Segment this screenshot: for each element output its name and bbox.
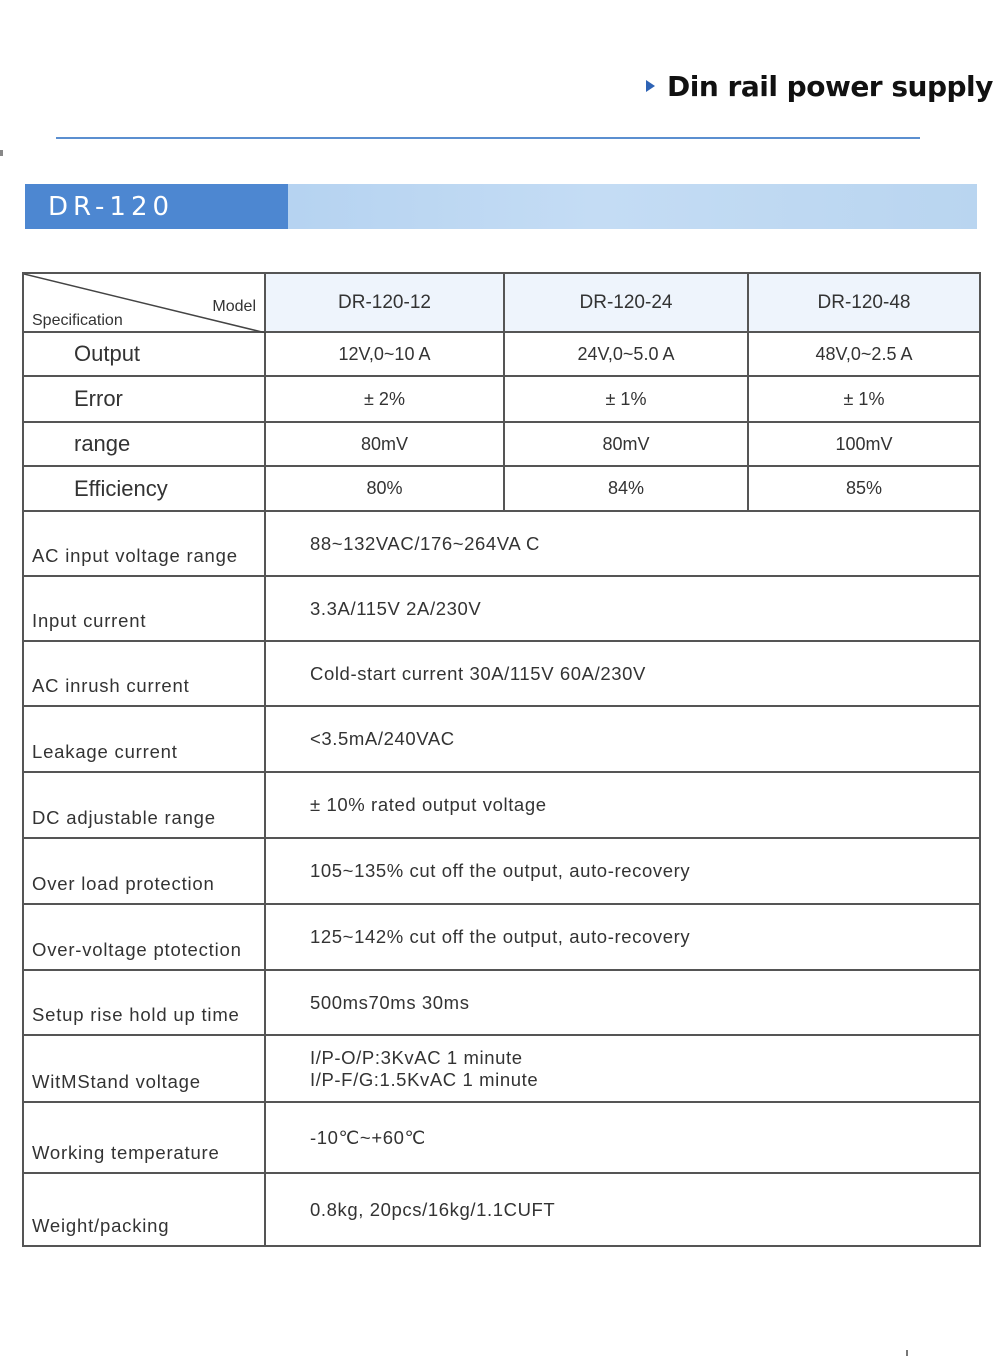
table-row: [23, 1102, 980, 1173]
row-label: AC inrush current: [23, 641, 265, 706]
edge-mark: [0, 150, 3, 156]
model-header: DR-120-24: [504, 273, 748, 332]
model-header: DR-120-48: [748, 273, 980, 332]
cell-value: 80mV: [265, 422, 504, 466]
row-value: 88~132VAC/176~264VA C: [265, 511, 980, 576]
table-row: [23, 1173, 980, 1246]
row-value: [265, 1035, 980, 1102]
table-row: [23, 576, 980, 641]
row-label: Leakage current: [23, 706, 265, 772]
row-value: 105~135% cut off the output, auto-recovery: [265, 838, 980, 904]
corner-cell: [23, 273, 265, 332]
corner-spec-label: Specification: [32, 312, 123, 329]
model-header: DR-120-12: [265, 273, 504, 332]
row-value: <3.5mA/240VAC: [265, 706, 980, 772]
table-row: [23, 466, 980, 511]
cell-value: ± 1%: [504, 376, 748, 422]
cell-value: 84%: [504, 466, 748, 511]
table-row: [23, 332, 980, 376]
cell-value: ± 2%: [265, 376, 504, 422]
row-label: Weight/packing: [23, 1173, 265, 1246]
page-header: [646, 64, 993, 108]
table-row: [23, 970, 980, 1035]
row-label: Output: [23, 332, 265, 376]
corner-model-label: Model: [212, 298, 256, 315]
table-row: [23, 772, 980, 838]
row-label: Over-voltage ptotection: [23, 904, 265, 970]
table-row: [23, 422, 980, 466]
table-row: [23, 904, 980, 970]
row-label: AC input voltage range: [23, 511, 265, 576]
row-label: Setup rise hold up time: [23, 970, 265, 1035]
triangle-bullet-icon: [646, 80, 655, 92]
row-label: range: [23, 422, 265, 466]
cell-value: 80mV: [504, 422, 748, 466]
cell-value: 85%: [748, 466, 980, 511]
row-label: Working temperature: [23, 1102, 265, 1173]
row-label: DC adjustable range: [23, 772, 265, 838]
page-title: Din rail power supply: [667, 69, 993, 103]
cell-value: 12V,0~10 A: [265, 332, 504, 376]
table-row: [23, 511, 980, 576]
row-value: -10℃~+60℃: [265, 1102, 980, 1173]
table-row: [23, 838, 980, 904]
table-row: [23, 641, 980, 706]
row-label: Error: [23, 376, 265, 422]
model-banner-title: DR-120: [48, 192, 175, 222]
footer-mark: [906, 1350, 908, 1356]
spec-table: [22, 272, 981, 1247]
table-header-row: [23, 273, 980, 332]
cell-value: ± 1%: [748, 376, 980, 422]
row-value-line: I/P-O/P:3KvAC 1 minute: [310, 1046, 523, 1068]
cell-value: 24V,0~5.0 A: [504, 332, 748, 376]
header-divider: [56, 137, 920, 139]
row-value: 125~142% cut off the output, auto-recovery: [265, 904, 980, 970]
cell-value: 100mV: [748, 422, 980, 466]
row-value: Cold-start current 30A/115V 60A/230V: [265, 641, 980, 706]
row-label: Input current: [23, 576, 265, 641]
cell-value: 80%: [265, 466, 504, 511]
table-row: [23, 376, 980, 422]
row-value: ± 10% rated output voltage: [265, 772, 980, 838]
table-row: [23, 1035, 980, 1102]
row-label: Over load protection: [23, 838, 265, 904]
row-value: 500ms70ms 30ms: [265, 970, 980, 1035]
table-row: [23, 706, 980, 772]
row-label: WitMStand voltage: [23, 1035, 265, 1102]
row-value: 3.3A/115V 2A/230V: [265, 576, 980, 641]
row-value-line: I/P-F/G:1.5KvAC 1 minute: [310, 1068, 539, 1090]
row-label: Efficiency: [23, 466, 265, 511]
row-value: 0.8kg, 20pcs/16kg/1.1CUFT: [265, 1173, 980, 1246]
cell-value: 48V,0~2.5 A: [748, 332, 980, 376]
